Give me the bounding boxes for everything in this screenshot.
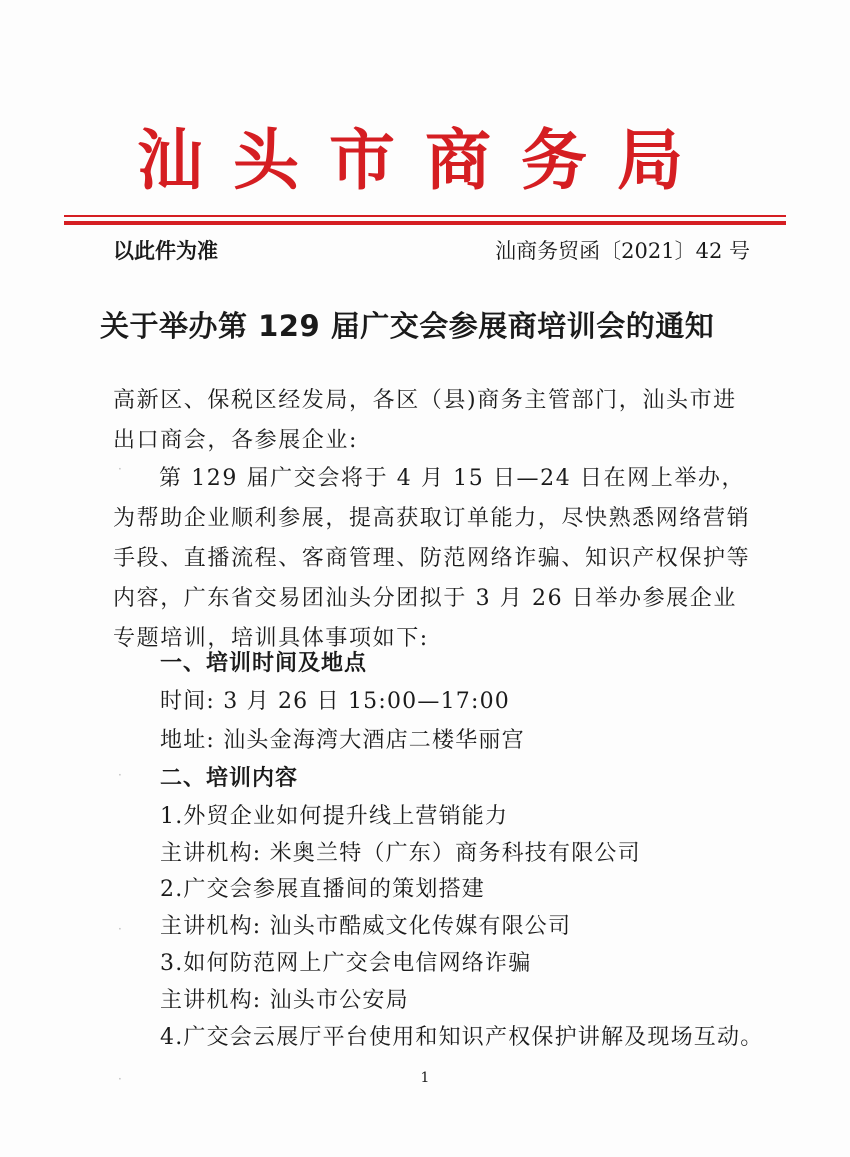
topic-item: 3.如何防范网上广交会电信网络诈骗 <box>160 951 532 976</box>
speaker-item: 主讲机构: 米奥兰特（广东）商务科技有限公司 <box>160 841 641 866</box>
topic-item: 4.广交会云展厅平台使用和知识产权保护讲解及现场互动。 <box>160 1025 764 1050</box>
document-title: 关于举办第 129 届广交会参展商培训会的通知 <box>100 309 715 343</box>
training-place: 地址: 汕头金海湾大酒店二楼华丽宫 <box>160 728 525 753</box>
scan-speck: · <box>118 922 122 936</box>
agency-letterhead: 汕头市商务局 <box>137 121 713 199</box>
topic-item: 1.外贸企业如何提升线上营销能力 <box>160 804 509 829</box>
scan-speck: · <box>118 1072 122 1086</box>
addressee-paragraph: 高新区、保税区经发局，各区（县)商务主管部门，汕头市进出口商会，各参展企业: <box>113 388 737 453</box>
authority-note: 以此件为准 <box>113 239 218 263</box>
training-time: 时间: 3 月 26 日 15:00—17:00 <box>160 689 510 714</box>
speaker-item: 主讲机构: 汕头市酷威文化传媒有限公司 <box>160 914 572 939</box>
scan-speck: · <box>118 462 122 476</box>
letterhead-rule-thin <box>64 215 786 217</box>
topic-item: 2.广交会参展直播间的策划搭建 <box>160 877 485 902</box>
page-number: 1 <box>420 1070 430 1086</box>
document-number: 汕商务贸函〔2021〕42 号 <box>495 239 750 263</box>
section-heading-content: 二、培训内容 <box>160 766 299 791</box>
letterhead-rule-thick <box>64 221 786 225</box>
section-heading-time-place: 一、培训时间及地点 <box>160 651 368 676</box>
scan-speck: · <box>118 768 122 782</box>
speaker-item: 主讲机构: 汕头市公安局 <box>160 988 409 1013</box>
intro-paragraph: 第 129 届广交会将于 4 月 15 日—24 日在网上举办，为帮助企业顺利参展，提高获取订单能力，尽快熟悉网络营销手段、直播流程、客商管理、防范网络诈骗、知识产权保护等内容，广东省交易团汕头分团拟于 3 月 26 日举办参展企业专题培训，培训具体事项如下: <box>113 466 751 651</box>
